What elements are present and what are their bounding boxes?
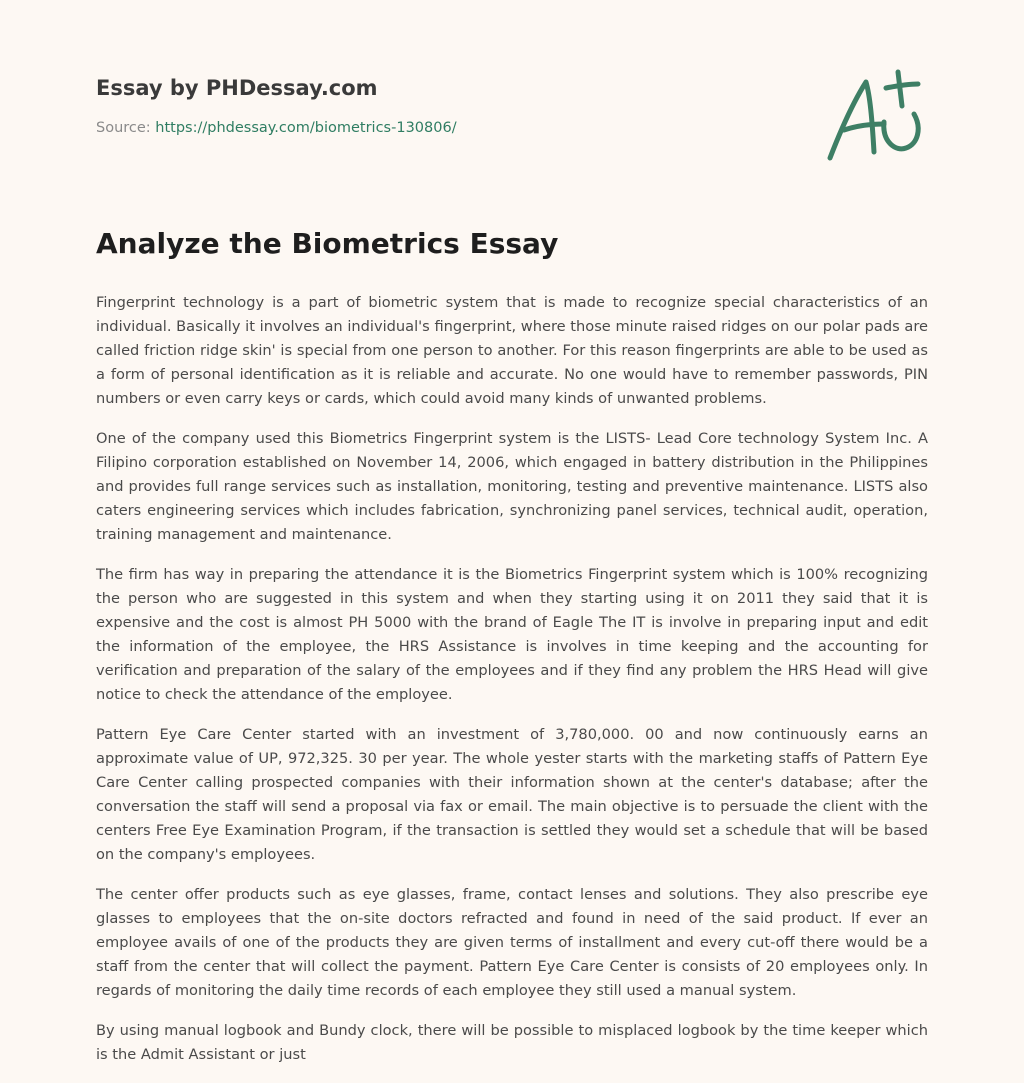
site-title: Essay by PHDessay.com <box>96 76 378 100</box>
source-label: Source: <box>96 120 156 136</box>
essay-paragraph: The firm has way in preparing the attendance it is the Biometrics Fingerprint system which is 100% recognizing the person who are suggested in this system and when they starting using it on 2011 they said that it is expensive and the cost is almost PH 5000 with the brand of Eagle The IT is involve in preparing input and edit the information of the employee, the HRS Assistance is involves in time keeping and the accounting for verification and preparation of the salary of the employees and if they find any problem the HRS Head will give notice to check the attendance of the employee. <box>96 566 928 703</box>
a-plus-grade-icon <box>822 66 928 166</box>
essay-paragraph: Fingerprint technology is a part of biometric system that is made to recognize special characteristics of an individual. Basically it involves an individual's fingerprint, where those minute raised ridges on our polar pads are called friction ridge skin' is special from one person to another. For this reason fingerprints are able to be used as a form of personal identification as it is reliable and accurate. No one would have to remember passwords, PIN numbers or even carry keys or cards, which could avoid many kinds of unwanted problems. <box>96 294 928 407</box>
essay-paragraph: One of the company used this Biometrics Fingerprint system is the LISTS- Lead Core technology System Inc. A Filipino corporation established on November 14, 2006, which engaged in battery distribution in the Philippines and provides full range services such as installation, monitoring, testing and preventive maintenance. LISTS also caters engineering services which includes fabrication, synchronizing panel services, technical audit, operation, training management and maintenance. <box>96 430 928 543</box>
essay-title: Analyze the Biometrics Essay <box>96 227 559 260</box>
source-link[interactable]: https://phdessay.com/biometrics-130806/ <box>155 120 457 136</box>
source-line <box>96 120 928 136</box>
essay-article <box>96 222 928 1083</box>
essay-paragraph: Pattern Eye Care Center started with an investment of 3,780,000. 00 and now continuously earns an approximate value of UP, 972,325. 30 per year. The whole yester starts with the marketing staffs of Pattern Eye Care Center calling prospected companies with their information shown at the center's database; after the conversation the staff will send a proposal via fax or email. The main objective is to persuade the client with the centers Free Eye Examination Program, if the transaction is settled they would set a schedule that will be based on the company's employees. <box>96 726 928 863</box>
essay-paragraph: The center offer products such as eye glasses, frame, contact lenses and solutions. They also prescribe eye glasses to employees that the on-site doctors refracted and found in need of the said product. If ever an employee avails of one of the products they are given terms of installment and every cut-off there would be a staff from the center that will collect the payment. Pattern Eye Care Center is consists of 20 employees only. In regards of monitoring the daily time records of each employee they still used a manual system. <box>96 886 928 999</box>
page-header <box>96 76 928 136</box>
essay-paragraph: By using manual logbook and Bundy clock, there will be possible to misplaced logbook by the time keeper which is the Admit Assistant or just <box>96 1022 928 1063</box>
